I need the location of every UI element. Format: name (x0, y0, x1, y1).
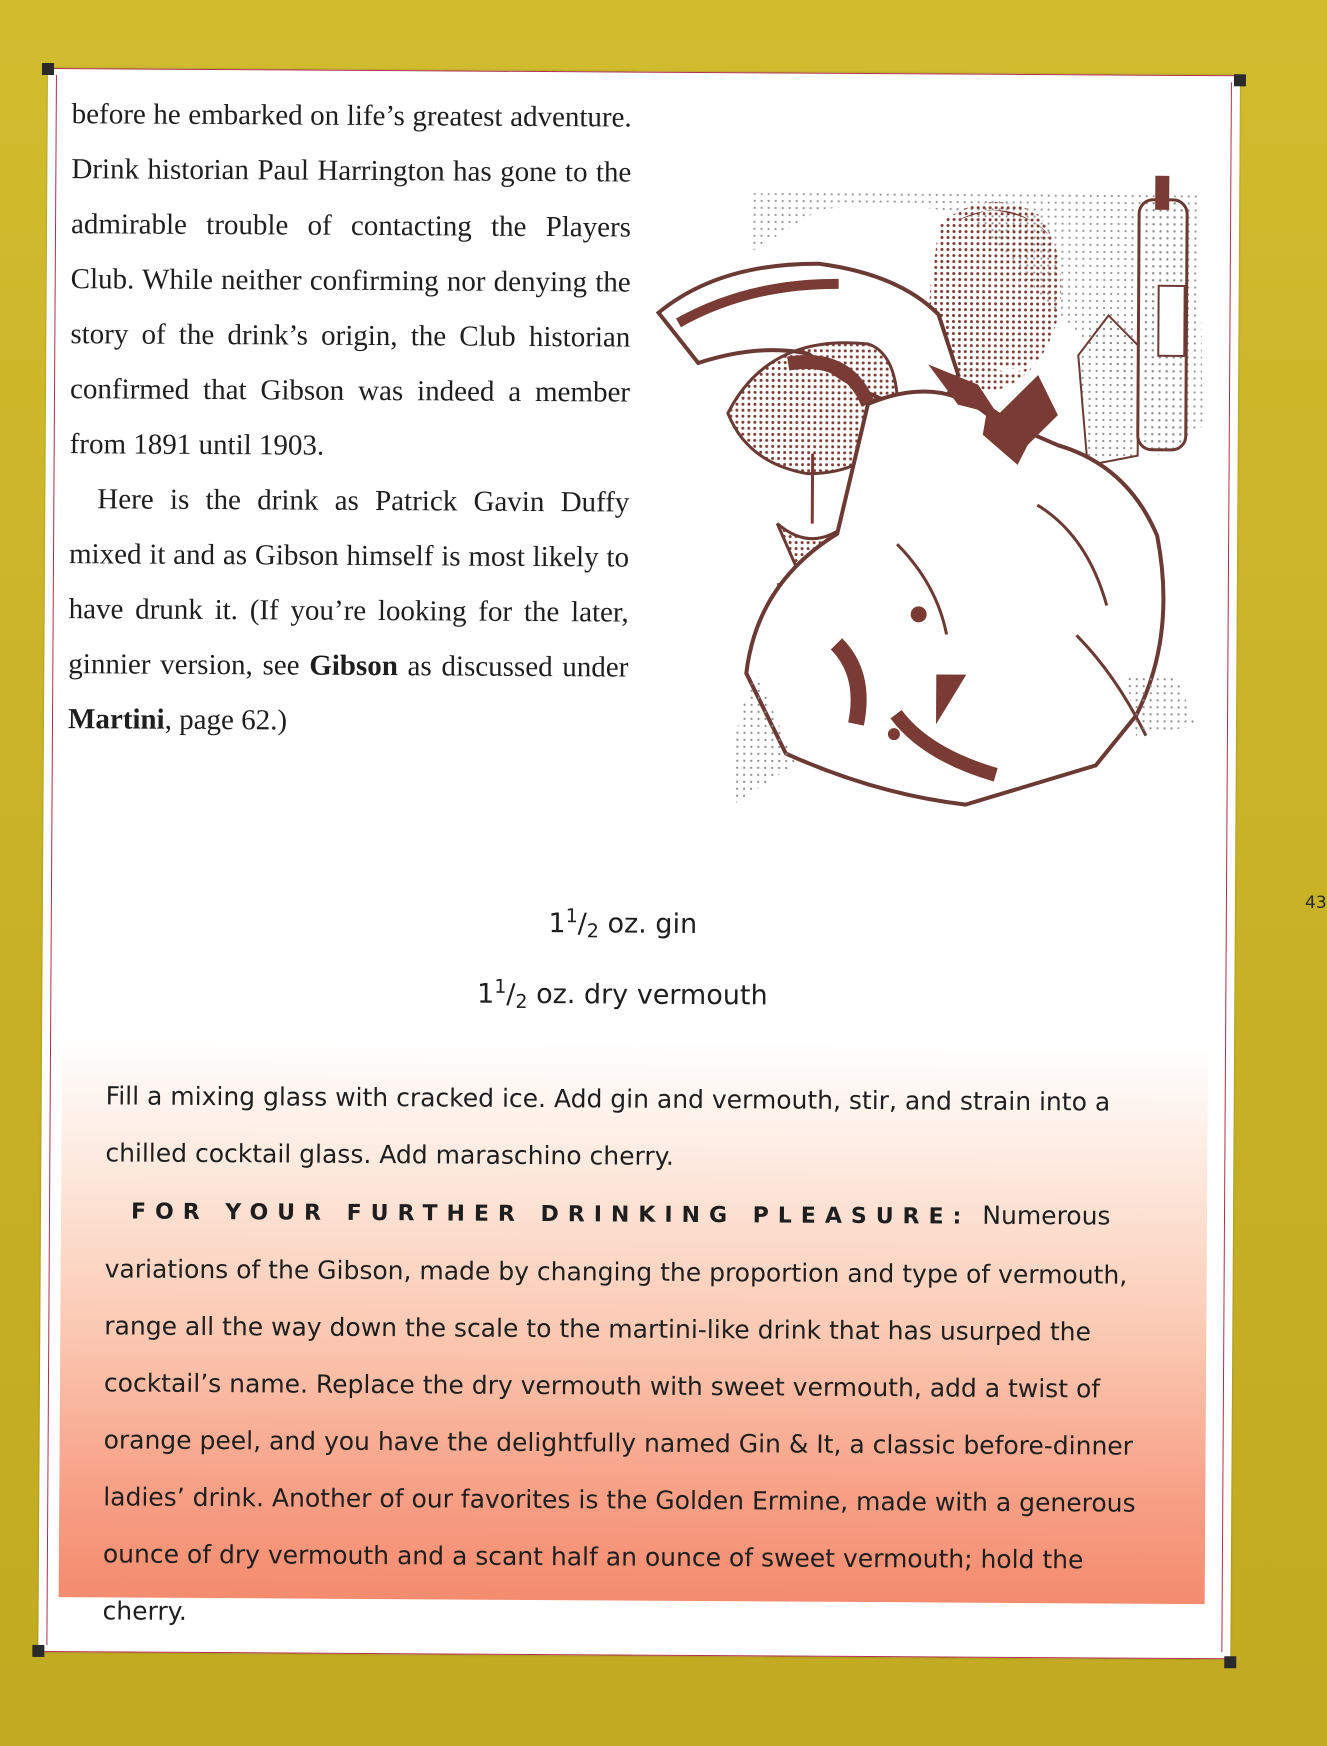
further-text: Numerous variations of the Gibson, made by changing the proportion and type of vermouth, range all the way down the scale to the martini-like drink that has usurped the cocktail’s name. Replace the dry vermouth with sweet vermouth, add a twist of orange peel, and you have the delightfully named Gin & It, a classic before-dinner ladies’ drink. Another of our favorites is the Golden Ermine, made with a generous ounce of dry vermouth and a scant half an ounce of sweet vermouth; hold the cherry. (102, 1200, 1136, 1626)
bartender-illustration-icon (635, 113, 1220, 887)
further-drinking-pleasure (102, 1181, 1171, 1646)
page-corner-mark (1234, 74, 1246, 86)
page-number: 43 (1305, 893, 1327, 913)
page-corner-mark (42, 63, 54, 75)
page-corner-mark (32, 1645, 44, 1657)
paragraph-2: Here is the drink as Patrick Gavin Duffy mixed it and as Gibson himself is most likely to have drunk it. (If you’re looking for the later, ginnier version, see Gibson as discussed under Martini, page 62.) (67, 483, 630, 737)
paragraph-1: before he embarked on life’s greatest adventure. Drink historian Paul Harrington has gone to the admirable trouble of contacting the Players Club. While neither confirming nor denying the story of the drink’s origin, the Club historian confirmed that Gibson was indeed a member from 1891 until 1903. (69, 98, 632, 462)
body-text (68, 87, 632, 750)
martini-reference: Martini (67, 703, 165, 736)
ingredient-gin: $1^1/_2$ oz. gin (548, 905, 698, 943)
gibson-reference: Gibson (309, 649, 399, 683)
instructions: Fill a mixing glass with cracked ice. Add gin and vermouth, stir, and strain into a chilled cocktail glass. Add maraschino cherry. (105, 1081, 1111, 1171)
method-text (102, 1067, 1171, 1646)
method-section (59, 1037, 1208, 1626)
page-corner-mark (1224, 1656, 1236, 1668)
further-heading: FOR YOUR FURTHER DRINKING PLEASURE: (130, 1199, 971, 1230)
ingredient-dry-vermouth: $1^1/_2$ oz. dry vermouth (476, 975, 768, 1013)
book-page (38, 68, 1240, 1659)
